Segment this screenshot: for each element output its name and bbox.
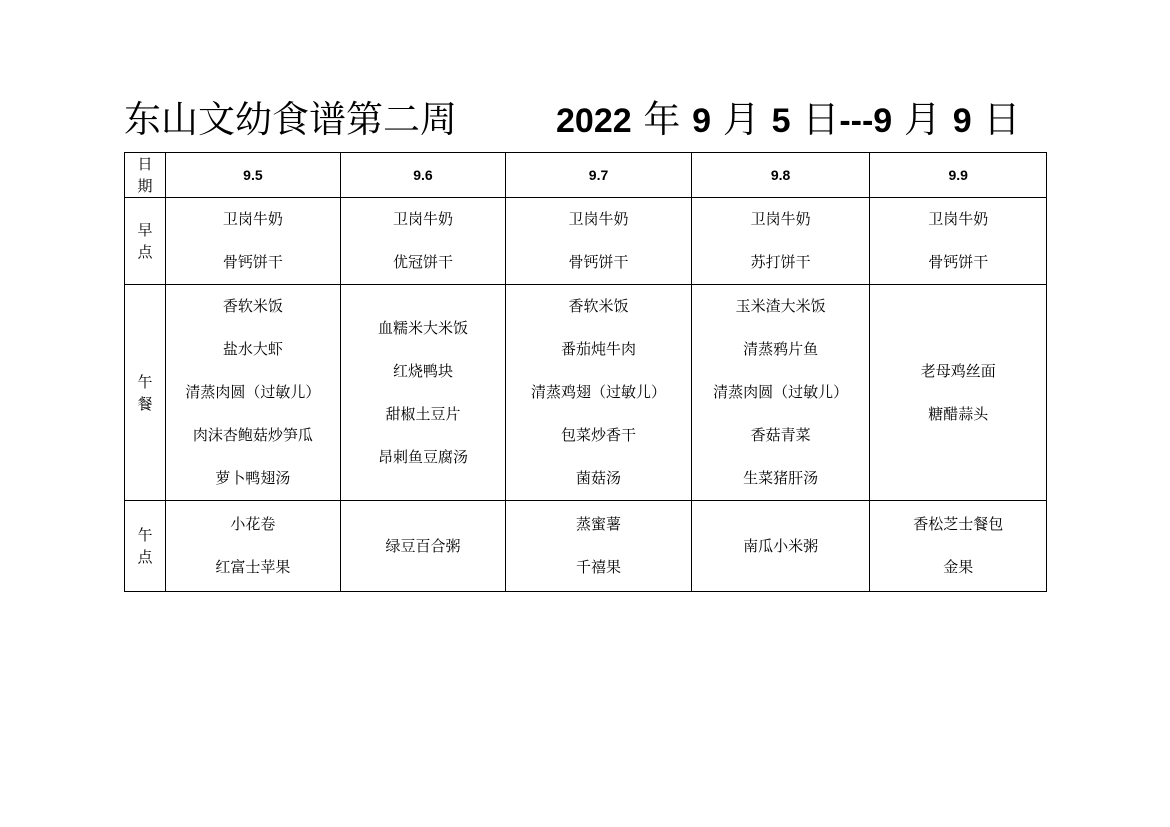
breakfast-row [125, 198, 1047, 285]
snack-cell [506, 501, 692, 592]
row-header-lunch [125, 285, 166, 501]
menu-item: 金果 [943, 558, 974, 576]
menu-item: 卫岗牛奶 [928, 210, 989, 228]
menu-item: 玉米渣大米饭 [735, 297, 826, 315]
menu-item: 小花卷 [230, 515, 276, 533]
lunch-cell [691, 285, 870, 501]
date-cell: 9.9 [870, 153, 1047, 198]
menu-item: 包菜炒香干 [561, 426, 637, 444]
row-header-char: 日 [137, 155, 153, 173]
lunch-cell [340, 285, 506, 501]
breakfast-cell [166, 198, 341, 285]
menu-item: 清蒸鸦片鱼 [743, 340, 819, 358]
breakfast-cell [506, 198, 692, 285]
menu-item: 生菜猪肝汤 [743, 469, 819, 487]
date-cell: 9.5 [166, 153, 341, 198]
menu-item: 优冠饼干 [392, 253, 453, 271]
menu-item: 千禧果 [576, 558, 622, 576]
menu-item: 骨钙饼干 [222, 253, 283, 271]
menu-item: 血糯米大米饭 [377, 318, 468, 337]
menu-item: 肉沫杏鲍菇炒笋瓜 [192, 426, 313, 444]
menu-item: 红富士苹果 [215, 558, 291, 576]
title-day-char: 日 [802, 98, 840, 141]
menu-item: 甜椒土豆片 [385, 404, 461, 423]
date-cell: 9.7 [506, 153, 692, 198]
title-start-month: 9 [692, 102, 712, 140]
breakfast-cell [340, 198, 506, 285]
menu-item: 香菇青菜 [750, 426, 811, 444]
date-cell: 9.6 [340, 153, 506, 198]
lunch-row [125, 285, 1047, 501]
lunch-cell [166, 285, 341, 501]
menu-item: 萝卜鸭翅汤 [215, 469, 291, 487]
menu-item: 清蒸肉圆（过敏儿） [713, 383, 849, 401]
row-header-breakfast [125, 198, 166, 285]
menu-item: 香松芝士餐包 [913, 515, 1004, 533]
row-header-char: 早 [137, 221, 153, 239]
title-month-char-2: 月 [903, 98, 941, 141]
menu-item: 清蒸鸡翅（过敏儿） [531, 383, 667, 401]
menu-item: 蒸蜜薯 [576, 515, 622, 533]
title-end-day: 9 [952, 102, 972, 140]
title-separator: --- [839, 102, 874, 140]
menu-item: 昂刺鱼豆腐汤 [377, 447, 468, 466]
lunch-cell [870, 285, 1047, 501]
menu-item: 卫岗牛奶 [750, 210, 811, 228]
menu-item: 绿豆百合粥 [385, 536, 461, 555]
menu-table [124, 152, 1047, 592]
row-header-char: 点 [137, 548, 153, 566]
title-day-char-2: 日 [983, 98, 1021, 141]
title-year: 2022 [556, 102, 632, 140]
menu-item: 清蒸肉圆（过敏儿） [185, 383, 321, 401]
menu-item: 香软米饭 [568, 297, 629, 315]
menu-item: 卫岗牛奶 [392, 210, 453, 228]
page-title: 东山文幼食谱第二周 [124, 98, 457, 141]
menu-item: 骨钙饼干 [568, 253, 629, 271]
menu-item: 骨钙饼干 [928, 253, 989, 271]
date-row [125, 153, 1047, 198]
date-range-title [556, 96, 1020, 145]
menu-item: 番茄炖牛肉 [561, 340, 637, 358]
row-header-date [125, 153, 166, 198]
menu-item: 卫岗牛奶 [568, 210, 629, 228]
menu-item: 卫岗牛奶 [222, 210, 283, 228]
row-header-snack [125, 501, 166, 592]
menu-item: 香软米饭 [222, 297, 283, 315]
menu-item: 红烧鸭块 [392, 361, 453, 380]
title-start-day: 5 [771, 102, 791, 140]
menu-item: 盐水大虾 [222, 340, 283, 358]
date-cell: 9.8 [691, 153, 870, 198]
snack-cell [691, 501, 870, 592]
menu-item: 菌菇汤 [576, 469, 622, 487]
row-header-char: 点 [137, 243, 153, 261]
row-header-char: 午 [137, 526, 153, 544]
snack-cell [870, 501, 1047, 592]
snack-cell [340, 501, 506, 592]
snack-row [125, 501, 1047, 592]
snack-cell [166, 501, 341, 592]
row-header-char: 午 [137, 372, 153, 391]
breakfast-cell [691, 198, 870, 285]
title-month-char: 月 [722, 98, 760, 141]
menu-item: 老母鸡丝面 [920, 361, 996, 380]
breakfast-cell [870, 198, 1047, 285]
title-year-char: 年 [643, 98, 681, 141]
menu-item: 南瓜小米粥 [743, 536, 819, 555]
menu-item: 苏打饼干 [750, 253, 811, 271]
row-header-char: 期 [137, 177, 153, 195]
lunch-cell [506, 285, 692, 501]
title-end-month: 9 [873, 102, 893, 140]
menu-item: 糖醋蒜头 [928, 404, 989, 423]
row-header-char: 餐 [137, 394, 153, 413]
